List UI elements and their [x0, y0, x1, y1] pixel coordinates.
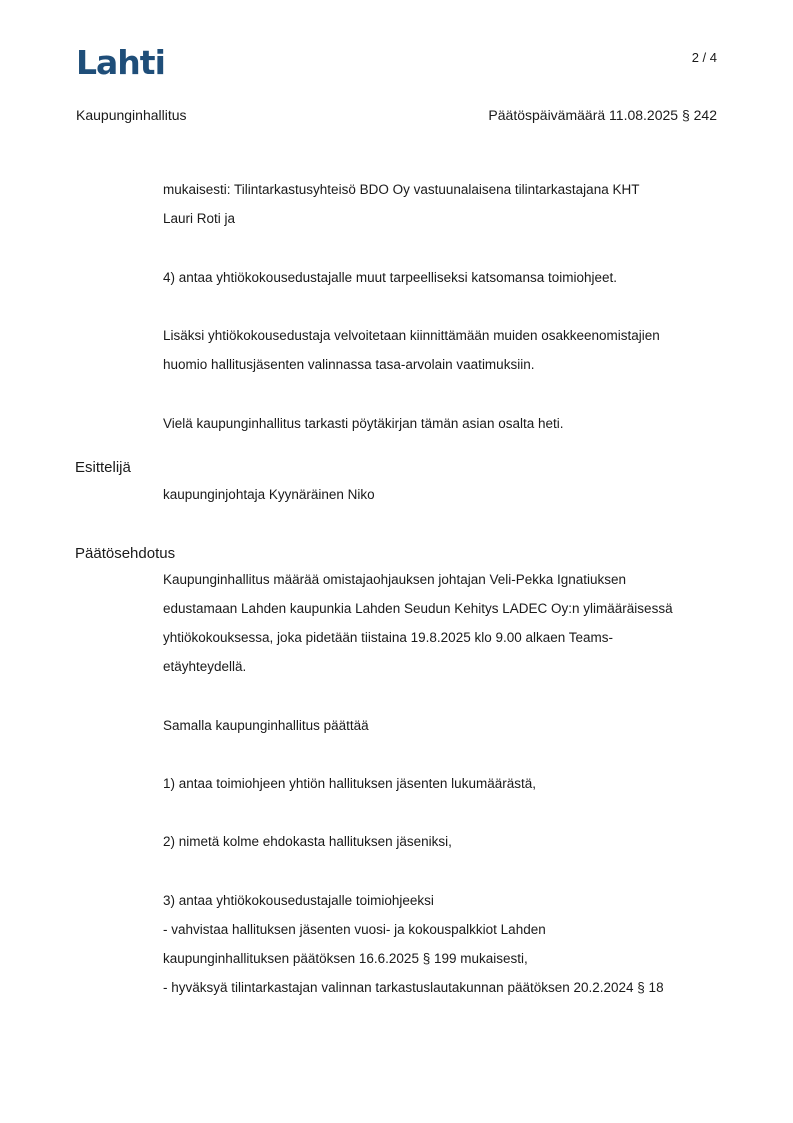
- header-org: Kaupunginhallitus: [76, 107, 187, 123]
- body-line: mukaisesti: Tilintarkastusyhteisö BDO Oy vastuunalaisena tilintarkastajana KHT: [163, 182, 640, 197]
- proposal-line: Samalla kaupunginhallitus päättää: [163, 718, 369, 733]
- proposal-line: Kaupunginhallitus määrää omistajaohjauksen johtajan Veli-Pekka Ignatiuksen: [163, 572, 627, 587]
- proposal-line: - hyväksyä tilintarkastajan valinnan tarkastuslautakunnan päätöksen 20.2.2024 § 18: [163, 980, 664, 995]
- body-line: huomio hallitusjäsenten valinnassa tasa-arvolain vaatimuksiin.: [163, 357, 535, 372]
- presenter-heading: Esittelijä: [75, 459, 131, 476]
- header-decision-date: Päätöspäivämäärä 11.08.2025 § 242: [488, 107, 717, 123]
- proposal-line: - vahvistaa hallituksen jäsenten vuosi- ja kokouspalkkiot Lahden: [163, 922, 546, 937]
- proposal-line: edustamaan Lahden kaupunkia Lahden Seudun Kehitys LADEC Oy:n ylimääräisessä: [163, 601, 673, 616]
- body-line: Vielä kaupunginhallitus tarkasti pöytäkirjan tämän asian osalta heti.: [163, 416, 564, 431]
- proposal-line: kaupunginhallituksen päätöksen 16.6.2025 § 199 mukaisesti,: [163, 951, 528, 966]
- proposal-line: 3) antaa yhtiökokousedustajalle toimiohjeeksi: [163, 893, 434, 908]
- presenter-name: kaupunginjohtaja Kyynäräinen Niko: [163, 487, 375, 502]
- page-number: 2 / 4: [691, 50, 717, 65]
- proposal-line: etäyhteydellä.: [163, 659, 247, 674]
- proposal-heading: Päätösehdotus: [75, 545, 176, 562]
- proposal-line: 1) antaa toimiohjeen yhtiön hallituksen jäsenten lukumäärästä,: [163, 776, 536, 791]
- proposal-line: yhtiökokouksessa, joka pidetään tiistaina 19.8.2025 klo 9.00 alkaen Teams-: [163, 630, 614, 645]
- body-line: Lauri Roti ja: [163, 211, 236, 226]
- body-line: Lisäksi yhtiökokousedustaja velvoitetaan kiinnittämään muiden osakkeenomistajien: [163, 328, 660, 343]
- body-line: 4) antaa yhtiökokousedustajalle muut tarpeelliseksi katsomansa toimiohjeet.: [163, 270, 617, 285]
- proposal-line: 2) nimetä kolme ehdokasta hallituksen jäseniksi,: [163, 834, 452, 849]
- lahti-logo: Lahti: [76, 43, 165, 82]
